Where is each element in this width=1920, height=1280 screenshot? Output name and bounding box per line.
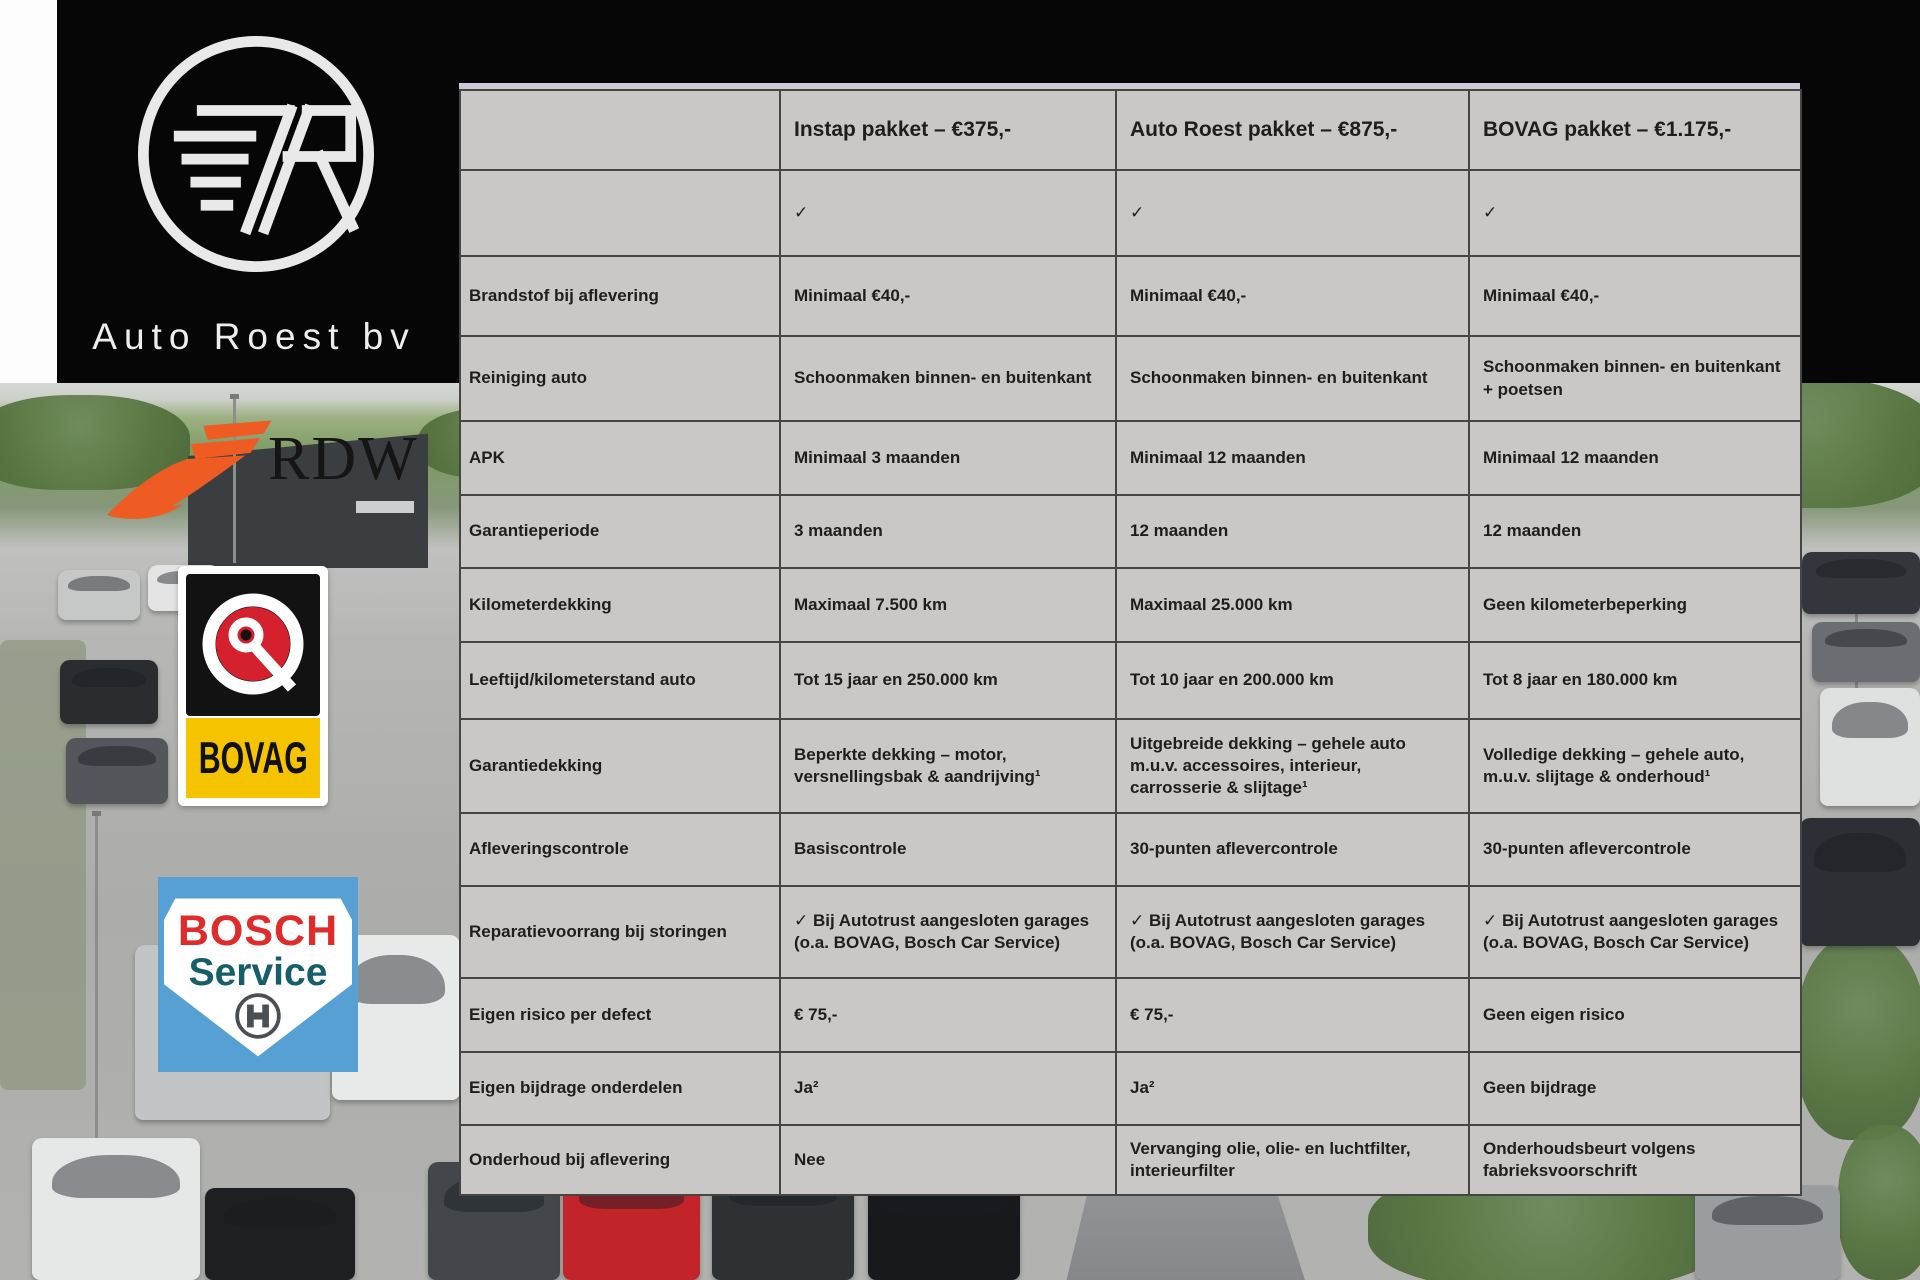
car-windshield	[1814, 833, 1905, 871]
row-label: Leeftijd/kilometerstand auto	[460, 642, 780, 719]
car-shape	[1820, 688, 1920, 806]
cell-value: ✓ Bij Autotrust aangesloten garages (o.a. BOVAG, Bosch Car Service)	[1469, 886, 1801, 978]
car-shape	[1812, 622, 1920, 682]
table-row	[460, 978, 1801, 1052]
car-windshield	[78, 746, 156, 766]
car-shape	[1695, 1185, 1840, 1280]
car-windshield	[1832, 702, 1908, 737]
bosch-service-logo	[158, 877, 358, 1072]
car-windshield	[347, 955, 444, 1005]
table-row	[460, 1125, 1801, 1195]
cell-value: Minimaal 12 maanden	[1116, 421, 1469, 495]
table-row	[460, 813, 1801, 886]
cell-value: Volledige dekking – gehele auto, m.u.v. slijtage & onderhoud¹	[1469, 719, 1801, 813]
bovag-text: BOVAG	[198, 732, 308, 783]
cell-value: 12 maanden	[1116, 495, 1469, 568]
cell-value: ✓ Bij Autotrust aangesloten garages (o.a. BOVAG, Bosch Car Service)	[1116, 886, 1469, 978]
table-row	[460, 1052, 1801, 1125]
cell-value: Geen eigen risico	[1469, 978, 1801, 1052]
bosch-text: BOSCH	[177, 907, 339, 955]
cell-value: 12 maanden	[1469, 495, 1801, 568]
table-row	[460, 495, 1801, 568]
row-label: Onderhoud bij aflevering	[460, 1125, 780, 1195]
car-shape	[32, 1138, 200, 1280]
tree-shape	[1796, 935, 1920, 1140]
table-row	[460, 642, 1801, 719]
cell-value: Tot 10 jaar en 200.000 km	[1116, 642, 1469, 719]
bovag-yellow-band	[186, 718, 320, 798]
cell-value: Vervanging olie, olie- en luchtfilter, interieurfilter	[1116, 1125, 1469, 1195]
cell-value: Basiscontrole	[780, 813, 1116, 886]
table-row	[460, 568, 1801, 642]
rdw-logo	[100, 410, 419, 530]
cell-value: Ja²	[1116, 1052, 1469, 1125]
row-label: Garantiedekking	[460, 719, 780, 813]
row-label	[460, 170, 780, 256]
table-row	[460, 256, 1801, 336]
table-row	[460, 421, 1801, 495]
car-shape	[58, 570, 140, 620]
row-label: Brandstof bij aflevering	[460, 256, 780, 336]
cell-value: Uitgebreide dekking – gehele auto m.u.v. accessoires, interieur, carrosserie & slijtage¹	[1116, 719, 1469, 813]
row-label: Afleveringscontrole	[460, 813, 780, 886]
bovag-key-icon	[186, 574, 320, 716]
cell-value: Nee	[780, 1125, 1116, 1195]
cell-value: ✓	[1116, 170, 1469, 256]
cell-value: Minimaal €40,-	[1469, 256, 1801, 336]
cell-value: Minimaal €40,-	[1116, 256, 1469, 336]
table-row	[460, 886, 1801, 978]
row-label: Kilometerdekking	[460, 568, 780, 642]
car-shape	[66, 738, 168, 804]
cell-value: ✓	[1469, 170, 1801, 256]
cell-value: 3 maanden	[780, 495, 1116, 568]
car-shape	[205, 1188, 355, 1280]
cell-value: Tot 15 jaar en 250.000 km	[780, 642, 1116, 719]
cell-value: ✓ Bij Autotrust aangesloten garages (o.a. BOVAG, Bosch Car Service)	[780, 886, 1116, 978]
row-label: Reparatievoorrang bij storingen	[460, 886, 780, 978]
cell-value: Onderhoudsbeurt volgens fabrieksvoorschrift	[1469, 1125, 1801, 1195]
bosch-armature-icon	[233, 991, 283, 1041]
bovag-logo	[178, 566, 328, 806]
cell-value: Minimaal 3 maanden	[780, 421, 1116, 495]
bosch-service-text: Service	[188, 951, 328, 994]
car-windshield	[1816, 559, 1906, 578]
column-header: Instap pakket – €375,-	[780, 90, 1116, 170]
cell-value: Tot 8 jaar en 180.000 km	[1469, 642, 1801, 719]
row-label: Eigen bijdrage onderdelen	[460, 1052, 780, 1125]
cell-value: Geen kilometerbeperking	[1469, 568, 1801, 642]
cell-value: Geen bijdrage	[1469, 1052, 1801, 1125]
tree-shape	[1838, 1125, 1920, 1280]
row-label: Eigen risico per defect	[460, 978, 780, 1052]
auto-roest-7r-logo-icon	[128, 26, 384, 282]
column-header: BOVAG pakket – €1.175,-	[1469, 90, 1801, 170]
car-windshield	[52, 1155, 180, 1198]
row-label: Reiniging auto	[460, 336, 780, 421]
row-label: Garantieperiode	[460, 495, 780, 568]
left-white-strip	[0, 0, 57, 383]
car-shape	[60, 660, 158, 724]
package-table	[459, 89, 1802, 1196]
column-header: Auto Roest pakket – €875,-	[1116, 90, 1469, 170]
cell-value: € 75,-	[1116, 978, 1469, 1052]
car-windshield	[1825, 629, 1907, 647]
car-windshield	[1712, 1196, 1822, 1225]
table-row	[460, 336, 1801, 421]
cell-value: Schoonmaken binnen- en buitenkant	[1116, 336, 1469, 421]
car-windshield	[223, 1199, 337, 1227]
table-row	[460, 719, 1801, 813]
car-windshield	[72, 668, 147, 687]
auto-roest-wordmark: Auto Roest bv	[92, 316, 416, 357]
table-row	[460, 170, 1801, 256]
cell-value: Schoonmaken binnen- en buitenkant + poetsen	[1469, 336, 1801, 421]
column-header-empty	[460, 90, 780, 170]
cell-value: Schoonmaken binnen- en buitenkant	[780, 336, 1116, 421]
cell-value: € 75,-	[780, 978, 1116, 1052]
table-header-row	[460, 90, 1801, 170]
cell-value: ✓	[780, 170, 1116, 256]
row-label: APK	[460, 421, 780, 495]
cell-value: Beperkte dekking – motor, versnellingsbak & aandrijving¹	[780, 719, 1116, 813]
cell-value: 30-punten aflevercontrole	[1469, 813, 1801, 886]
cell-value: Minimaal €40,-	[780, 256, 1116, 336]
cell-value: Maximaal 25.000 km	[1116, 568, 1469, 642]
car-shape	[1800, 818, 1920, 946]
lamp-post	[95, 815, 98, 1155]
rdw-wing-icon	[100, 418, 275, 528]
rdw-text: RDW	[268, 425, 419, 493]
cell-value: Minimaal 12 maanden	[1469, 421, 1801, 495]
cell-value: 30-punten aflevercontrole	[1116, 813, 1469, 886]
cell-value: Maximaal 7.500 km	[780, 568, 1116, 642]
cell-value: Ja²	[780, 1052, 1116, 1125]
car-windshield	[68, 576, 130, 591]
car-shape	[1802, 552, 1920, 614]
